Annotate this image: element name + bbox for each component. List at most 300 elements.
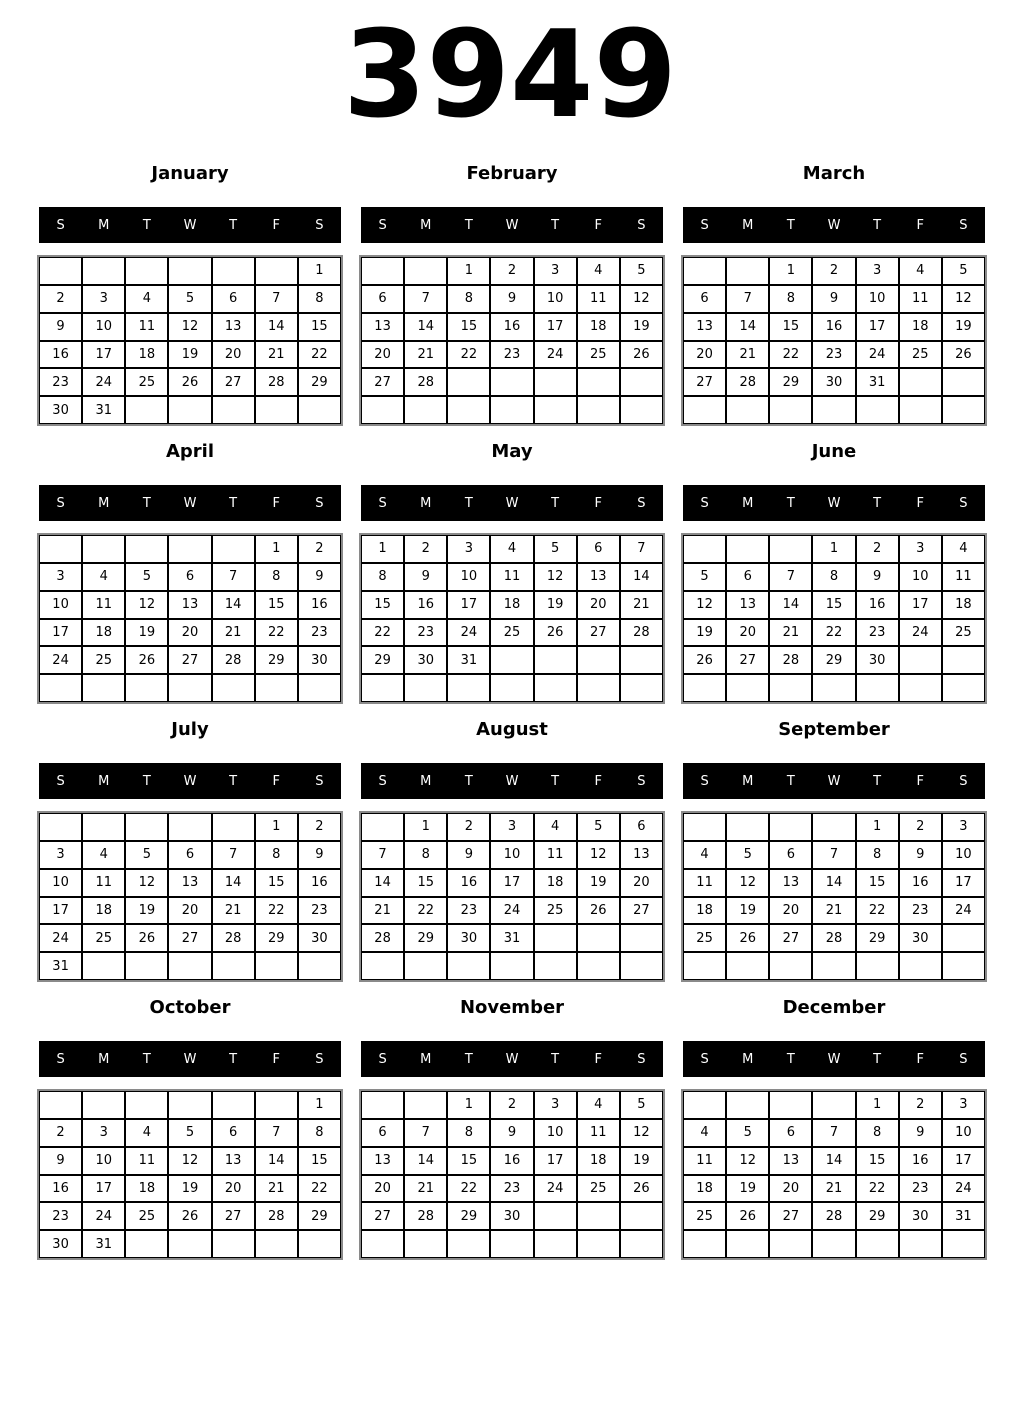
- date-cell: 26: [168, 1202, 211, 1230]
- date-cell: 10: [534, 285, 577, 313]
- weekday-letter: F: [916, 217, 925, 233]
- date-cell: 14: [255, 1147, 298, 1175]
- empty-date-cell: [534, 646, 577, 674]
- month-december: [683, 994, 985, 1258]
- weekday-letter: T: [464, 773, 473, 789]
- date-cell: 30: [298, 924, 341, 952]
- date-grid: [39, 257, 341, 424]
- date-cell: 10: [856, 285, 899, 313]
- date-cell: 20: [212, 1175, 255, 1203]
- date-cell: 16: [490, 1147, 533, 1175]
- date-cell: 24: [899, 619, 942, 647]
- date-cell: 24: [447, 619, 490, 647]
- empty-date-cell: [404, 1230, 447, 1258]
- weekday-letter: T: [786, 495, 795, 511]
- empty-date-cell: [490, 952, 533, 980]
- weekday-letter: T: [142, 1051, 151, 1067]
- date-cell: 5: [620, 1091, 663, 1119]
- date-cell: 29: [769, 368, 812, 396]
- weekday-letter: M: [420, 495, 432, 511]
- weekday-letter: F: [594, 495, 603, 511]
- date-cell: 27: [212, 1202, 255, 1230]
- empty-date-cell: [361, 952, 404, 980]
- date-cell: 21: [769, 619, 812, 647]
- date-cell: 19: [168, 341, 211, 369]
- weekday-letter: S: [700, 495, 709, 511]
- date-cell: 18: [82, 619, 125, 647]
- date-cell: 4: [125, 285, 168, 313]
- date-cell: 28: [726, 368, 769, 396]
- empty-date-cell: [125, 1091, 168, 1119]
- empty-date-cell: [769, 674, 812, 702]
- date-cell: 2: [812, 257, 855, 285]
- date-cell: 2: [39, 285, 82, 313]
- weekday-letter: F: [272, 1051, 281, 1067]
- weekday-letter: W: [505, 495, 519, 511]
- date-cell: 4: [942, 535, 985, 563]
- date-cell: 28: [404, 368, 447, 396]
- weekday-letter: M: [742, 495, 754, 511]
- empty-date-cell: [125, 257, 168, 285]
- empty-date-cell: [683, 952, 726, 980]
- date-cell: 18: [490, 591, 533, 619]
- date-cell: 29: [447, 1202, 490, 1230]
- date-cell: 11: [683, 1147, 726, 1175]
- date-cell: 12: [577, 841, 620, 869]
- empty-date-cell: [361, 257, 404, 285]
- empty-date-cell: [255, 396, 298, 424]
- date-cell: 10: [447, 563, 490, 591]
- date-cell: 5: [125, 563, 168, 591]
- weekday-letter: F: [916, 495, 925, 511]
- weekday-letter: S: [700, 1051, 709, 1067]
- date-cell: 2: [447, 813, 490, 841]
- date-cell: 12: [620, 285, 663, 313]
- empty-date-cell: [361, 1091, 404, 1119]
- date-cell: 25: [942, 619, 985, 647]
- empty-date-cell: [577, 952, 620, 980]
- date-cell: 31: [447, 646, 490, 674]
- date-cell: 24: [534, 1175, 577, 1203]
- date-cell: 9: [447, 841, 490, 869]
- date-cell: 16: [899, 869, 942, 897]
- empty-date-cell: [620, 368, 663, 396]
- date-cell: 23: [490, 341, 533, 369]
- date-cell: 24: [39, 646, 82, 674]
- month-july: [39, 716, 341, 980]
- date-cell: 12: [125, 591, 168, 619]
- empty-date-cell: [620, 396, 663, 424]
- weekday-letter: T: [873, 495, 882, 511]
- date-cell: 13: [769, 869, 812, 897]
- date-cell: 26: [726, 924, 769, 952]
- date-cell: 22: [447, 1175, 490, 1203]
- weekday-header: [683, 485, 985, 521]
- empty-date-cell: [168, 1091, 211, 1119]
- date-cell: 27: [769, 1202, 812, 1230]
- empty-date-cell: [534, 1230, 577, 1258]
- date-cell: 14: [404, 313, 447, 341]
- weekday-letter: S: [700, 773, 709, 789]
- date-cell: 16: [39, 341, 82, 369]
- date-cell: 18: [899, 313, 942, 341]
- date-cell: 19: [726, 1175, 769, 1203]
- date-cell: 21: [404, 1175, 447, 1203]
- date-cell: 1: [812, 535, 855, 563]
- month-title: November: [459, 997, 565, 1018]
- empty-date-cell: [942, 646, 985, 674]
- date-cell: 7: [769, 563, 812, 591]
- date-cell: 14: [212, 869, 255, 897]
- date-cell: 29: [856, 1202, 899, 1230]
- weekday-letter: T: [229, 1051, 238, 1067]
- empty-date-cell: [577, 1230, 620, 1258]
- date-cell: 22: [447, 341, 490, 369]
- date-cell: 22: [404, 897, 447, 925]
- empty-date-cell: [404, 396, 447, 424]
- weekday-letter: T: [873, 217, 882, 233]
- weekday-letter: M: [420, 217, 432, 233]
- weekday-letter: W: [827, 773, 841, 789]
- date-cell: 20: [577, 591, 620, 619]
- date-cell: 21: [726, 341, 769, 369]
- date-cell: 27: [212, 368, 255, 396]
- date-cell: 8: [856, 1119, 899, 1147]
- weekday-letter: W: [827, 217, 841, 233]
- date-cell: 15: [255, 869, 298, 897]
- weekday-letter: W: [505, 217, 519, 233]
- month-title: February: [466, 163, 558, 184]
- weekday-letter: F: [916, 1051, 925, 1067]
- weekday-header: [361, 763, 663, 799]
- date-cell: 26: [726, 1202, 769, 1230]
- date-cell: 2: [899, 813, 942, 841]
- empty-date-cell: [577, 1202, 620, 1230]
- date-cell: 1: [255, 813, 298, 841]
- date-cell: 29: [361, 646, 404, 674]
- date-cell: 27: [168, 924, 211, 952]
- date-cell: 4: [534, 813, 577, 841]
- date-cell: 17: [39, 619, 82, 647]
- date-cell: 13: [683, 313, 726, 341]
- date-cell: 31: [39, 952, 82, 980]
- date-cell: 30: [856, 646, 899, 674]
- date-cell: 3: [39, 841, 82, 869]
- date-cell: 10: [942, 841, 985, 869]
- weekday-header: [683, 1041, 985, 1077]
- date-cell: 24: [82, 368, 125, 396]
- date-cell: 11: [577, 1119, 620, 1147]
- date-cell: 13: [769, 1147, 812, 1175]
- date-cell: 25: [125, 1202, 168, 1230]
- date-grid: [683, 535, 985, 702]
- empty-date-cell: [82, 813, 125, 841]
- date-cell: 29: [298, 368, 341, 396]
- weekday-letter: W: [183, 495, 197, 511]
- empty-date-cell: [82, 674, 125, 702]
- date-cell: 12: [534, 563, 577, 591]
- weekday-letter: F: [272, 773, 281, 789]
- date-cell: 27: [361, 1202, 404, 1230]
- month-february: [361, 160, 663, 424]
- date-cell: 1: [856, 1091, 899, 1119]
- empty-date-cell: [447, 368, 490, 396]
- date-cell: 18: [683, 897, 726, 925]
- date-cell: 26: [942, 341, 985, 369]
- date-cell: 14: [620, 563, 663, 591]
- empty-date-cell: [534, 924, 577, 952]
- date-cell: 5: [726, 1119, 769, 1147]
- weekday-letter: S: [56, 217, 65, 233]
- empty-date-cell: [168, 674, 211, 702]
- date-cell: 13: [726, 591, 769, 619]
- date-cell: 11: [683, 869, 726, 897]
- weekday-header: [361, 1041, 663, 1077]
- weekday-letter: M: [98, 773, 110, 789]
- date-cell: 3: [942, 813, 985, 841]
- date-cell: 14: [812, 869, 855, 897]
- date-cell: 11: [125, 313, 168, 341]
- date-cell: 13: [361, 313, 404, 341]
- empty-date-cell: [812, 396, 855, 424]
- date-grid: [683, 257, 985, 424]
- date-cell: 2: [899, 1091, 942, 1119]
- weekday-letter: S: [378, 217, 387, 233]
- empty-date-cell: [726, 1091, 769, 1119]
- weekday-letter: T: [786, 217, 795, 233]
- date-cell: 3: [856, 257, 899, 285]
- date-cell: 30: [812, 368, 855, 396]
- month-title: March: [802, 163, 866, 184]
- date-grid: [361, 535, 663, 702]
- date-cell: 27: [769, 924, 812, 952]
- weekday-letter: W: [505, 1051, 519, 1067]
- date-cell: 8: [404, 841, 447, 869]
- date-cell: 6: [726, 563, 769, 591]
- weekday-letter: F: [594, 217, 603, 233]
- date-cell: 19: [125, 619, 168, 647]
- empty-date-cell: [726, 535, 769, 563]
- date-cell: 4: [577, 257, 620, 285]
- empty-date-cell: [812, 1091, 855, 1119]
- month-title: April: [165, 441, 215, 462]
- date-cell: 6: [168, 841, 211, 869]
- date-cell: 19: [125, 897, 168, 925]
- date-cell: 27: [361, 368, 404, 396]
- date-cell: 18: [577, 1147, 620, 1175]
- date-cell: 25: [82, 924, 125, 952]
- date-cell: 30: [447, 924, 490, 952]
- date-cell: 11: [82, 869, 125, 897]
- date-cell: 20: [361, 341, 404, 369]
- date-cell: 18: [125, 1175, 168, 1203]
- weekday-letter: M: [742, 1051, 754, 1067]
- date-cell: 18: [577, 313, 620, 341]
- weekday-letter: S: [637, 1051, 646, 1067]
- date-cell: 14: [404, 1147, 447, 1175]
- weekday-letter: S: [959, 217, 968, 233]
- date-cell: 18: [534, 869, 577, 897]
- date-cell: 23: [39, 368, 82, 396]
- date-cell: 3: [942, 1091, 985, 1119]
- date-cell: 10: [82, 313, 125, 341]
- empty-date-cell: [534, 674, 577, 702]
- date-cell: 27: [168, 646, 211, 674]
- date-cell: 22: [255, 619, 298, 647]
- date-cell: 21: [361, 897, 404, 925]
- month-title: May: [491, 441, 533, 462]
- empty-date-cell: [125, 1230, 168, 1258]
- date-cell: 16: [298, 869, 341, 897]
- empty-date-cell: [212, 813, 255, 841]
- empty-date-cell: [125, 535, 168, 563]
- date-cell: 9: [39, 313, 82, 341]
- date-cell: 15: [447, 313, 490, 341]
- empty-date-cell: [404, 674, 447, 702]
- date-cell: 8: [255, 563, 298, 591]
- date-cell: 15: [255, 591, 298, 619]
- weekday-letter: S: [315, 495, 324, 511]
- date-cell: 8: [298, 1119, 341, 1147]
- date-cell: 13: [577, 563, 620, 591]
- date-cell: 23: [812, 341, 855, 369]
- date-cell: 15: [856, 1147, 899, 1175]
- date-cell: 3: [39, 563, 82, 591]
- date-cell: 24: [942, 1175, 985, 1203]
- month-january: [39, 160, 341, 424]
- date-cell: 16: [404, 591, 447, 619]
- empty-date-cell: [726, 396, 769, 424]
- date-cell: 28: [620, 619, 663, 647]
- date-cell: 26: [683, 646, 726, 674]
- date-cell: 14: [812, 1147, 855, 1175]
- date-cell: 28: [769, 646, 812, 674]
- date-grid: [361, 257, 663, 424]
- weekday-letter: T: [551, 773, 560, 789]
- weekday-letter: M: [98, 495, 110, 511]
- date-cell: 3: [534, 1091, 577, 1119]
- date-cell: 25: [534, 897, 577, 925]
- weekday-letter: S: [637, 495, 646, 511]
- weekday-letter: W: [183, 1051, 197, 1067]
- empty-date-cell: [812, 813, 855, 841]
- date-cell: 22: [812, 619, 855, 647]
- date-cell: 22: [769, 341, 812, 369]
- date-cell: 30: [490, 1202, 533, 1230]
- date-cell: 29: [298, 1202, 341, 1230]
- empty-date-cell: [683, 396, 726, 424]
- date-cell: 31: [82, 1230, 125, 1258]
- date-cell: 23: [856, 619, 899, 647]
- empty-date-cell: [490, 396, 533, 424]
- empty-date-cell: [683, 257, 726, 285]
- date-cell: 2: [404, 535, 447, 563]
- date-cell: 13: [168, 869, 211, 897]
- date-cell: 23: [404, 619, 447, 647]
- date-cell: 15: [769, 313, 812, 341]
- date-cell: 22: [856, 1175, 899, 1203]
- empty-date-cell: [620, 952, 663, 980]
- date-cell: 6: [769, 841, 812, 869]
- date-cell: 9: [298, 841, 341, 869]
- date-cell: 11: [82, 591, 125, 619]
- empty-date-cell: [361, 813, 404, 841]
- date-cell: 23: [298, 897, 341, 925]
- date-grid: [39, 535, 341, 702]
- date-cell: 8: [856, 841, 899, 869]
- weekday-letter: W: [183, 773, 197, 789]
- empty-date-cell: [490, 368, 533, 396]
- weekday-letter: M: [98, 217, 110, 233]
- weekday-letter: S: [959, 773, 968, 789]
- date-cell: 15: [856, 869, 899, 897]
- empty-date-cell: [856, 1230, 899, 1258]
- date-cell: 7: [255, 285, 298, 313]
- month-title: October: [149, 997, 231, 1018]
- date-cell: 7: [255, 1119, 298, 1147]
- empty-date-cell: [125, 396, 168, 424]
- date-cell: 13: [212, 1147, 255, 1175]
- weekday-letter: T: [873, 1051, 882, 1067]
- date-cell: 25: [125, 368, 168, 396]
- empty-date-cell: [39, 674, 82, 702]
- date-cell: 24: [490, 897, 533, 925]
- date-cell: 26: [125, 924, 168, 952]
- empty-date-cell: [942, 674, 985, 702]
- empty-date-cell: [577, 396, 620, 424]
- weekday-letter: W: [827, 495, 841, 511]
- weekday-header: [683, 207, 985, 243]
- date-cell: 20: [769, 1175, 812, 1203]
- date-cell: 24: [39, 924, 82, 952]
- empty-date-cell: [255, 1230, 298, 1258]
- date-cell: 30: [899, 1202, 942, 1230]
- date-cell: 21: [812, 1175, 855, 1203]
- empty-date-cell: [899, 674, 942, 702]
- date-cell: 24: [534, 341, 577, 369]
- empty-date-cell: [899, 952, 942, 980]
- weekday-letter: T: [786, 1051, 795, 1067]
- date-cell: 19: [942, 313, 985, 341]
- date-cell: 28: [812, 1202, 855, 1230]
- date-cell: 20: [168, 619, 211, 647]
- date-cell: 6: [168, 563, 211, 591]
- weekday-letter: S: [378, 773, 387, 789]
- date-cell: 22: [856, 897, 899, 925]
- date-cell: 16: [856, 591, 899, 619]
- date-cell: 25: [899, 341, 942, 369]
- empty-date-cell: [899, 646, 942, 674]
- date-cell: 29: [255, 646, 298, 674]
- empty-date-cell: [39, 1091, 82, 1119]
- date-cell: 18: [942, 591, 985, 619]
- date-cell: 25: [683, 1202, 726, 1230]
- date-cell: 23: [899, 1175, 942, 1203]
- date-cell: 2: [490, 1091, 533, 1119]
- date-cell: 16: [812, 313, 855, 341]
- date-cell: 12: [168, 1147, 211, 1175]
- weekday-letter: M: [742, 773, 754, 789]
- date-cell: 3: [490, 813, 533, 841]
- date-cell: 20: [212, 341, 255, 369]
- date-cell: 9: [812, 285, 855, 313]
- date-cell: 4: [82, 841, 125, 869]
- date-cell: 20: [726, 619, 769, 647]
- date-cell: 5: [125, 841, 168, 869]
- date-cell: 1: [404, 813, 447, 841]
- date-cell: 30: [298, 646, 341, 674]
- empty-date-cell: [255, 257, 298, 285]
